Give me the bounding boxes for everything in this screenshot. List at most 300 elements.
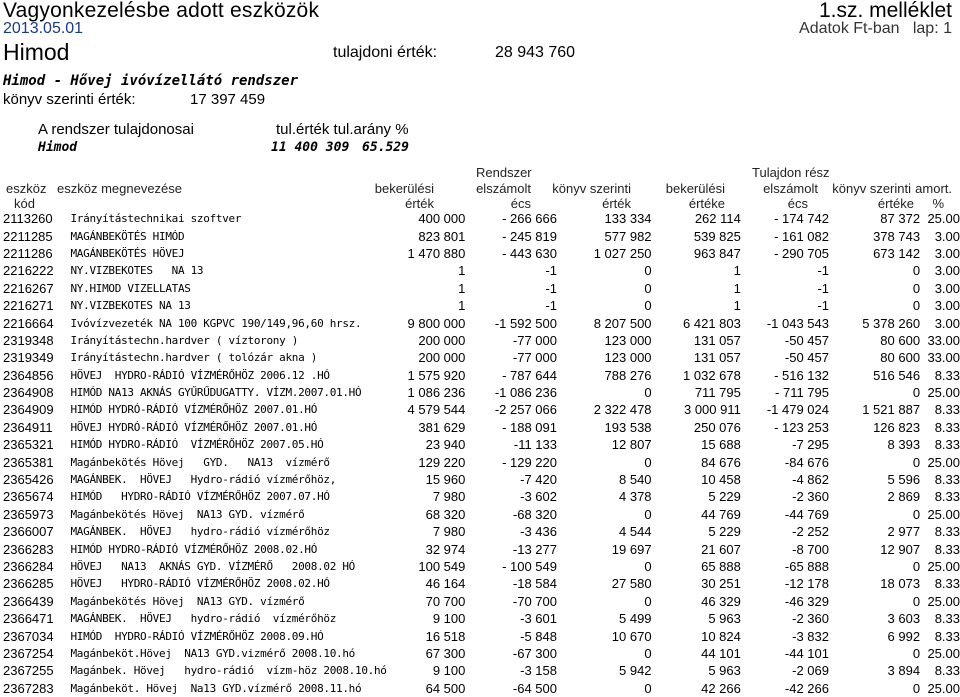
- asset-code-cell: 2364909: [3, 402, 54, 418]
- cost-value-cell: 15 960: [425, 472, 466, 488]
- asset-name-cell: HIMÓD HYDRÓ-RÁDIÓ VÍZMÉRŐHÖZ 2007.01.HÓ: [70, 403, 318, 417]
- depreciation-cell: -1: [545, 263, 557, 279]
- own-depreciation-cell: -1 479 024: [766, 402, 829, 418]
- own-cost-cell: 10 458: [701, 472, 741, 488]
- asset-name-cell: MAGÁNBEK. HÖVEJ Hydro-rádió vízmérőhöz,: [70, 473, 337, 487]
- own-cost-cell: 44 769: [701, 506, 741, 522]
- table-row: [0, 384, 960, 401]
- own-book-value-cell: 2 977: [887, 524, 921, 540]
- depreciation-cell: -13 277: [512, 541, 557, 557]
- table-row: [0, 210, 960, 227]
- owner-value: 28 943 760: [495, 44, 576, 61]
- book-value-cell: 4 378: [619, 489, 652, 505]
- book-value-cell: 123 000: [604, 332, 652, 348]
- cost-value-cell: 70 700: [425, 593, 466, 609]
- group-header-system: Rendszer: [476, 165, 532, 180]
- book-value-cell: 0: [644, 454, 652, 470]
- own-book-value-cell: 5 596: [887, 472, 921, 488]
- own-cost-cell: 5 229: [708, 524, 741, 540]
- asset-name-cell: MAGÁNBEK. HÖVEJ hydro-rádió vízmérőhöz: [70, 525, 330, 539]
- own-book-value-cell: 3 603: [887, 611, 921, 627]
- own-depreciation-cell: -2 069: [792, 663, 829, 679]
- table-row: [0, 506, 960, 523]
- amort-rate-cell: 3.00: [934, 228, 960, 244]
- own-depreciation-cell: -8 700: [792, 541, 829, 557]
- book-value-cell: 1 027 250: [593, 245, 652, 261]
- book-value-cell: 0: [644, 559, 652, 574]
- book-value-label: könyv szerinti érték:: [3, 91, 136, 108]
- group-header-ownership: Tulajdon rész: [752, 165, 830, 180]
- book-value-cell: 12 807: [611, 437, 652, 453]
- depreciation-cell: -68 320: [512, 506, 557, 522]
- asset-name-cell: NY.VIZBEKOTES NA 13: [70, 299, 191, 313]
- depreciation-cell: -70 700: [512, 593, 557, 609]
- amort-rate-cell: 8.33: [934, 489, 960, 505]
- own-cost-cell: 1: [733, 263, 741, 279]
- book-value-cell: 5 499: [619, 611, 652, 627]
- book-value-cell: 0: [644, 593, 652, 609]
- own-cost-cell: 30 251: [701, 576, 741, 592]
- table-row: [0, 297, 960, 314]
- book-value-cell: 0: [644, 298, 652, 314]
- col-header-own-cost-1: bekerülési: [665, 181, 725, 196]
- cost-value-cell: 4 579 544: [407, 402, 466, 418]
- table-row: [0, 558, 960, 575]
- asset-name-cell: NY.VIZBEKOTES NA 13: [70, 264, 204, 278]
- asset-name-cell: Ivóvízvezeték NA 100 KGPVC 190/149,96,60 hrsz.: [70, 316, 362, 330]
- asset-name-cell: HIMÓD HYDRO-RÁDIÓ VÍZMÉRŐHÖZ 2008.02.HÓ: [70, 542, 318, 556]
- own-depreciation-cell: - 174 742: [774, 211, 829, 227]
- amort-rate-cell: 8.33: [934, 472, 960, 488]
- asset-code-cell: 2366007: [3, 524, 54, 540]
- table-row: [0, 332, 960, 349]
- depreciation-cell: -11 133: [513, 437, 557, 453]
- table-row: [0, 523, 960, 540]
- amort-rate-cell: 8.33: [934, 611, 960, 627]
- cost-value-cell: 129 220: [418, 454, 466, 470]
- table-row: [0, 575, 960, 592]
- cost-value-cell: 1: [458, 263, 466, 279]
- depreciation-cell: - 443 630: [502, 245, 557, 261]
- depreciation-cell: - 188 091: [502, 419, 557, 435]
- amort-rate-cell: 8.33: [934, 628, 960, 644]
- asset-code-cell: 2366471: [3, 611, 54, 627]
- col-header-own-cost-2: értéke: [688, 196, 725, 211]
- own-book-value-cell: 378 743: [873, 228, 921, 244]
- asset-code-cell: 2211286: [3, 245, 53, 261]
- asset-code-cell: 2216267: [3, 280, 54, 296]
- own-book-value-cell: 0: [912, 263, 921, 279]
- table-row: [0, 488, 960, 505]
- asset-code-cell: 2365674: [3, 489, 54, 505]
- asset-code-cell: 2216271: [3, 298, 54, 314]
- own-depreciation-cell: - 711 795: [775, 385, 829, 401]
- amort-rate-cell: 25.00: [927, 506, 960, 522]
- amort-rate-cell: 3.00: [934, 263, 960, 279]
- amort-rate-cell: 33.00: [927, 332, 960, 348]
- book-value-cell: 0: [644, 506, 652, 522]
- depreciation-cell: - 266 666: [502, 211, 557, 227]
- col-header-own-dep-1: elszámolt: [763, 181, 818, 196]
- cost-value-cell: 46 164: [425, 576, 466, 592]
- own-book-value-cell: 0: [912, 559, 921, 574]
- asset-code-cell: 2365973: [3, 506, 54, 522]
- own-cost-cell: 539 825: [693, 228, 741, 244]
- depreciation-cell: -3 601: [520, 611, 557, 627]
- book-value-cell: 0: [644, 680, 652, 696]
- asset-name-cell: HÖVEJ HYDRÓ-RÁDIÓ VÍZMÉRŐHÖZ 2007.01.HÓ: [70, 420, 318, 434]
- col-header-dep-1: elszámolt: [476, 181, 531, 196]
- own-cost-cell: 15 688: [701, 437, 741, 453]
- asset-name-cell: Magánbeköt.Hövej NA13 GYD.vizmérő 2008.10.hó: [70, 646, 356, 660]
- asset-code-cell: 2367254: [3, 645, 54, 661]
- cost-value-cell: 23 940: [425, 437, 466, 453]
- asset-name-cell: HIMÓD HYDRO-RÁDIÓ VÍZMÉRŐHÖZ 2007.07.HÓ: [70, 490, 330, 504]
- own-cost-cell: 10 824: [701, 628, 741, 644]
- table-row: [0, 645, 960, 662]
- own-depreciation-cell: -2 360: [792, 489, 829, 505]
- table-row: [0, 610, 960, 627]
- own-book-value-cell: 8 393: [887, 437, 921, 453]
- own-book-value-cell: 0: [912, 680, 921, 696]
- cost-value-cell: 381 629: [418, 419, 466, 435]
- own-book-value-cell: 5 378 260: [862, 315, 921, 331]
- cost-value-cell: 400 000: [418, 211, 466, 227]
- depreciation-cell: -67 300: [512, 645, 557, 661]
- own-cost-cell: 65 888: [701, 559, 741, 574]
- own-cost-cell: 711 795: [694, 385, 741, 401]
- book-value-cell: 133 334: [604, 211, 652, 227]
- asset-code-cell: 2216664: [3, 315, 54, 331]
- amort-rate-cell: 8.33: [934, 541, 960, 557]
- amort-rate-cell: 8.33: [934, 419, 960, 435]
- amort-rate-cell: 3.00: [934, 298, 960, 314]
- asset-name-cell: HÖVEJ NA13 AKNÁS GYD. VÍZMÉRŐ 2008.02 HÓ: [70, 560, 356, 573]
- amort-rate-cell: 8.33: [934, 524, 960, 540]
- depreciation-cell: -7 420: [520, 472, 557, 488]
- owner-ratio: 65.529: [362, 140, 409, 155]
- own-depreciation-cell: -65 888: [784, 559, 829, 574]
- asset-name-cell: MAGÁNBEKÖTÉS HIMÓD: [70, 229, 185, 243]
- table-row: [0, 280, 960, 297]
- col-header-cost-1: bekerülési: [374, 181, 434, 196]
- col-header-own-dep-2: écs: [787, 196, 808, 211]
- asset-name-cell: HIMÓD HYDRO-RÁDIÓ VÍZMÉRŐHÖZ 2007.05.HÓ: [70, 438, 324, 452]
- book-value-cell: 27 580: [611, 576, 652, 592]
- asset-code-cell: 2366439: [3, 593, 54, 609]
- amort-rate-cell: 3.00: [934, 315, 960, 331]
- depreciation-cell: -18 584: [512, 576, 557, 592]
- system-name: Himod - Hővej ivóvízellátó rendszer: [3, 73, 299, 89]
- document-title: Vagyonkezelésbe adott eszközök: [3, 0, 320, 22]
- depreciation-cell: -3 602: [520, 489, 557, 505]
- asset-code-cell: 2113260: [3, 211, 53, 227]
- book-value-cell: 0: [644, 645, 652, 661]
- cost-value-cell: 1 575 920: [407, 367, 466, 383]
- col-header-code-2: kód: [14, 196, 35, 211]
- owner-value-label: tulajdoni érték:: [333, 44, 438, 61]
- cost-value-cell: 1 086 236: [407, 385, 466, 401]
- own-depreciation-cell: -50 457: [784, 332, 829, 348]
- table-row: [0, 367, 960, 384]
- asset-code-cell: 2366283: [3, 541, 54, 557]
- asset-name-cell: Magánbekötés Hövej NA13 GYD. vízmérő: [70, 594, 305, 608]
- depreciation-cell: - 129 220: [502, 454, 557, 470]
- own-book-value-cell: 6 992: [887, 628, 921, 644]
- amort-rate-cell: 3.00: [934, 280, 960, 296]
- asset-code-cell: 2366285: [3, 576, 54, 592]
- book-value-cell: 8 540: [619, 472, 652, 488]
- asset-name-cell: Magánbek. Hövej hydro-rádió vízm-höz 2008.10.hó: [70, 664, 387, 678]
- own-depreciation-cell: - 516 132: [774, 367, 829, 383]
- asset-name-cell: HIMÓD HYDRO-RÁDIÓ VÍZMÉRŐHÖZ 2008.09.HÓ: [70, 629, 324, 643]
- table-row: [0, 471, 960, 488]
- amort-rate-cell: 3.00: [934, 245, 960, 261]
- table-row: [0, 419, 960, 436]
- entity-name: Himod: [3, 39, 70, 65]
- table-row: [0, 662, 960, 679]
- cost-value-cell: 1: [458, 280, 466, 296]
- book-value-cell: 577 982: [604, 228, 652, 244]
- table-row: [0, 262, 960, 279]
- own-depreciation-cell: -1: [817, 263, 829, 279]
- own-book-value-cell: 0: [912, 506, 921, 522]
- depreciation-cell: -3 158: [520, 663, 557, 679]
- table-row: [0, 453, 960, 470]
- book-value: 17 397 459: [190, 91, 266, 108]
- table-row: [0, 627, 960, 644]
- own-depreciation-cell: -12 178: [784, 576, 829, 592]
- table-row: [0, 245, 960, 262]
- book-value-cell: 5 942: [619, 663, 652, 679]
- asset-code-cell: 2367255: [3, 663, 54, 679]
- own-depreciation-cell: -2 252: [792, 524, 829, 540]
- depreciation-cell: -3 436: [520, 524, 557, 540]
- book-value-cell: 0: [644, 280, 652, 296]
- owners-label: A rendszer tulajdonosai: [38, 121, 194, 138]
- amort-rate-cell: 33.00: [927, 350, 960, 366]
- own-depreciation-cell: -44 769: [784, 506, 829, 522]
- asset-name-cell: Magánbekötés Hövej GYD. NA13 vízmérő: [70, 455, 330, 469]
- cost-value-cell: 1 470 880: [407, 245, 466, 261]
- own-cost-cell: 1: [733, 280, 741, 296]
- asset-name-cell: Irányítástechn.hardver ( tolózár akna ): [70, 351, 318, 365]
- own-depreciation-cell: - 161 082: [774, 228, 829, 244]
- book-value-cell: 0: [644, 385, 652, 401]
- depreciation-cell: -1: [545, 298, 557, 314]
- cost-value-cell: 64 500: [425, 680, 466, 696]
- cost-value-cell: 9 100: [432, 663, 466, 679]
- own-cost-cell: 84 676: [701, 454, 741, 470]
- table-row: [0, 680, 960, 697]
- own-book-value-cell: 0: [912, 593, 921, 609]
- table-row: [0, 314, 960, 331]
- col-header-name: eszköz megnevezése: [57, 181, 183, 196]
- cost-value-cell: 7 980: [432, 489, 466, 505]
- own-depreciation-cell: - 290 705: [774, 245, 829, 261]
- asset-code-cell: 2364856: [3, 367, 54, 383]
- own-cost-cell: 131 057: [693, 332, 741, 348]
- amort-rate-cell: 25.00: [927, 385, 960, 401]
- table-row: [0, 540, 960, 557]
- amort-rate-cell: 25.00: [927, 593, 960, 609]
- page-meta: Adatok Ft-ban lap: 1: [799, 20, 952, 37]
- asset-code-cell: 2364911: [3, 419, 53, 435]
- own-depreciation-cell: -42 266: [784, 680, 829, 696]
- amort-rate-cell: 8.33: [934, 663, 960, 679]
- own-cost-cell: 3 000 911: [683, 402, 741, 418]
- depreciation-cell: -5 848: [520, 628, 557, 644]
- owner-value-2: 11 400 309: [271, 140, 350, 155]
- own-book-value-cell: 3 894: [887, 663, 921, 679]
- own-book-value-cell: 516 546: [873, 367, 921, 383]
- depreciation-cell: -1 086 236: [494, 385, 557, 401]
- own-depreciation-cell: -1: [817, 280, 829, 296]
- asset-code-cell: 2367283: [3, 680, 54, 696]
- depreciation-cell: -77 000: [512, 332, 557, 348]
- own-cost-cell: 5 229: [708, 489, 741, 505]
- asset-code-cell: 2365381: [3, 454, 54, 470]
- book-value-cell: 8 207 500: [593, 315, 652, 331]
- asset-name-cell: Magánbekötés Hövej NA13 GYD. vízmérő: [70, 507, 305, 521]
- own-book-value-cell: 18 073: [880, 576, 921, 592]
- owners-columns: tul.érték tul.arány %: [276, 121, 409, 138]
- cost-value-cell: 100 549: [418, 559, 466, 574]
- own-cost-cell: 250 076: [693, 419, 741, 435]
- asset-table: [0, 210, 960, 697]
- own-depreciation-cell: -46 329: [784, 593, 829, 609]
- cost-value-cell: 9 800 000: [407, 315, 466, 331]
- own-cost-cell: 131 057: [693, 350, 741, 366]
- cost-value-cell: 200 000: [418, 332, 466, 348]
- depreciation-cell: - 245 819: [502, 228, 557, 244]
- asset-name-cell: MAGÁNBEKÖTÉS HÖVEJ: [70, 246, 185, 260]
- col-header-own-book-2: értéke: [877, 196, 914, 211]
- own-cost-cell: 6 421 803: [683, 315, 741, 331]
- own-cost-cell: 21 607: [701, 541, 741, 557]
- asset-code-cell: 2365426: [3, 472, 54, 488]
- amort-rate-cell: 8.33: [934, 367, 960, 383]
- own-depreciation-cell: -50 457: [784, 350, 829, 366]
- own-book-value-cell: 0: [912, 454, 921, 470]
- cost-value-cell: 67 300: [425, 645, 466, 661]
- depreciation-cell: -1: [545, 280, 557, 296]
- amort-rate-cell: 25.00: [927, 680, 960, 696]
- own-depreciation-cell: -1 043 543: [766, 315, 829, 331]
- cost-value-cell: 32 974: [425, 541, 466, 557]
- own-book-value-cell: 0: [912, 645, 921, 661]
- asset-code-cell: 2364908: [3, 385, 54, 401]
- book-value-cell: 10 670: [611, 628, 652, 644]
- cost-value-cell: 16 518: [425, 628, 466, 644]
- book-value-cell: 193 538: [604, 419, 652, 435]
- own-cost-cell: 5 963: [708, 611, 741, 627]
- amort-rate-cell: 8.33: [934, 402, 960, 418]
- cost-value-cell: 9 100: [432, 611, 466, 627]
- cost-value-cell: 823 801: [418, 228, 466, 244]
- asset-code-cell: 2319349: [3, 350, 54, 366]
- own-cost-cell: 42 266: [701, 680, 741, 696]
- own-book-value-cell: 673 142: [873, 245, 921, 261]
- depreciation-cell: - 787 644: [502, 367, 557, 383]
- col-header-code-1: eszköz: [6, 181, 47, 196]
- amort-rate-cell: 25.00: [927, 645, 960, 661]
- asset-code-cell: 2365321: [3, 437, 54, 453]
- own-book-value-cell: 80 600: [880, 350, 921, 366]
- depreciation-cell: -2 257 066: [494, 402, 557, 418]
- asset-name-cell: MAGÁNBEK. HÖVEJ hydro-rádió vízmérőhöz: [70, 612, 337, 626]
- book-value-cell: 4 544: [619, 524, 652, 540]
- col-header-book-2: érték: [602, 196, 631, 211]
- asset-name-cell: NY.HIMOD VIZELLATAS: [70, 281, 191, 295]
- book-value-cell: 19 697: [611, 541, 652, 557]
- own-book-value-cell: 1 521 887: [862, 402, 921, 418]
- own-cost-cell: 44 101: [701, 645, 741, 661]
- amort-rate-cell: 8.33: [934, 576, 960, 592]
- col-header-dep-2: écs: [510, 196, 531, 211]
- own-cost-cell: 5 963: [708, 663, 741, 679]
- asset-name-cell: HIMÓD NA13 AKNÁS GYŰRŰDUGATTY. VÍZM.2007.01.HÓ: [70, 386, 362, 400]
- own-cost-cell: 262 114: [694, 211, 741, 227]
- own-book-value-cell: 87 372: [880, 211, 921, 227]
- book-value-cell: 123 000: [604, 350, 652, 366]
- report-date: 2013.05.01: [3, 20, 84, 37]
- own-book-value-cell: 80 600: [880, 332, 921, 348]
- depreciation-cell: -1 592 500: [494, 315, 557, 331]
- own-depreciation-cell: -1: [817, 298, 829, 314]
- own-depreciation-cell: -7 295: [792, 437, 829, 453]
- cost-value-cell: 7 980: [432, 524, 466, 540]
- depreciation-cell: - 100 549: [502, 559, 557, 574]
- asset-code-cell: 2367034: [3, 628, 54, 644]
- own-book-value-cell: 0: [912, 298, 921, 314]
- amort-rate-cell: 25.00: [927, 559, 960, 574]
- annex-label: 1.sz. melléklet: [818, 0, 952, 22]
- own-book-value-cell: 2 869: [887, 489, 921, 505]
- cost-value-cell: 1: [458, 298, 466, 314]
- own-cost-cell: 1: [733, 298, 741, 314]
- asset-name-cell: Irányítástechnikai szoftver: [70, 212, 242, 226]
- asset-code-cell: 2211285: [3, 228, 53, 244]
- table-row: [0, 401, 960, 418]
- own-cost-cell: 46 329: [701, 593, 741, 609]
- book-value-cell: 0: [644, 263, 652, 279]
- own-book-value-cell: 0: [912, 385, 921, 401]
- own-depreciation-cell: -3 832: [792, 628, 829, 644]
- own-depreciation-cell: -44 101: [784, 645, 829, 661]
- own-book-value-cell: 126 823: [873, 419, 921, 435]
- own-book-value-cell: 0: [912, 280, 921, 296]
- cost-value-cell: 200 000: [418, 350, 466, 366]
- table-row: [0, 349, 960, 366]
- asset-name-cell: Magánbeköt. Hövej Na13 GYD.vízmérő 2008.11.hó: [70, 681, 362, 695]
- depreciation-cell: -64 500: [512, 680, 557, 696]
- asset-code-cell: 2366284: [3, 559, 54, 574]
- asset-code-cell: 2216222: [3, 263, 54, 279]
- own-cost-cell: 963 847: [693, 245, 741, 261]
- book-value-cell: 788 276: [604, 367, 652, 383]
- table-row: [0, 436, 960, 453]
- col-header-own-book-1: könyv szerinti: [832, 181, 911, 196]
- asset-name-cell: Irányítástechn.hardver ( víztorony ): [70, 333, 299, 347]
- amort-rate-cell: 25.00: [927, 211, 960, 227]
- table-row: [0, 227, 960, 244]
- own-depreciation-cell: -84 676: [784, 454, 829, 470]
- amort-rate-cell: 25.00: [927, 454, 960, 470]
- col-header-cost-2: érték: [405, 196, 434, 211]
- depreciation-cell: -77 000: [512, 350, 557, 366]
- cost-value-cell: 68 320: [425, 506, 466, 522]
